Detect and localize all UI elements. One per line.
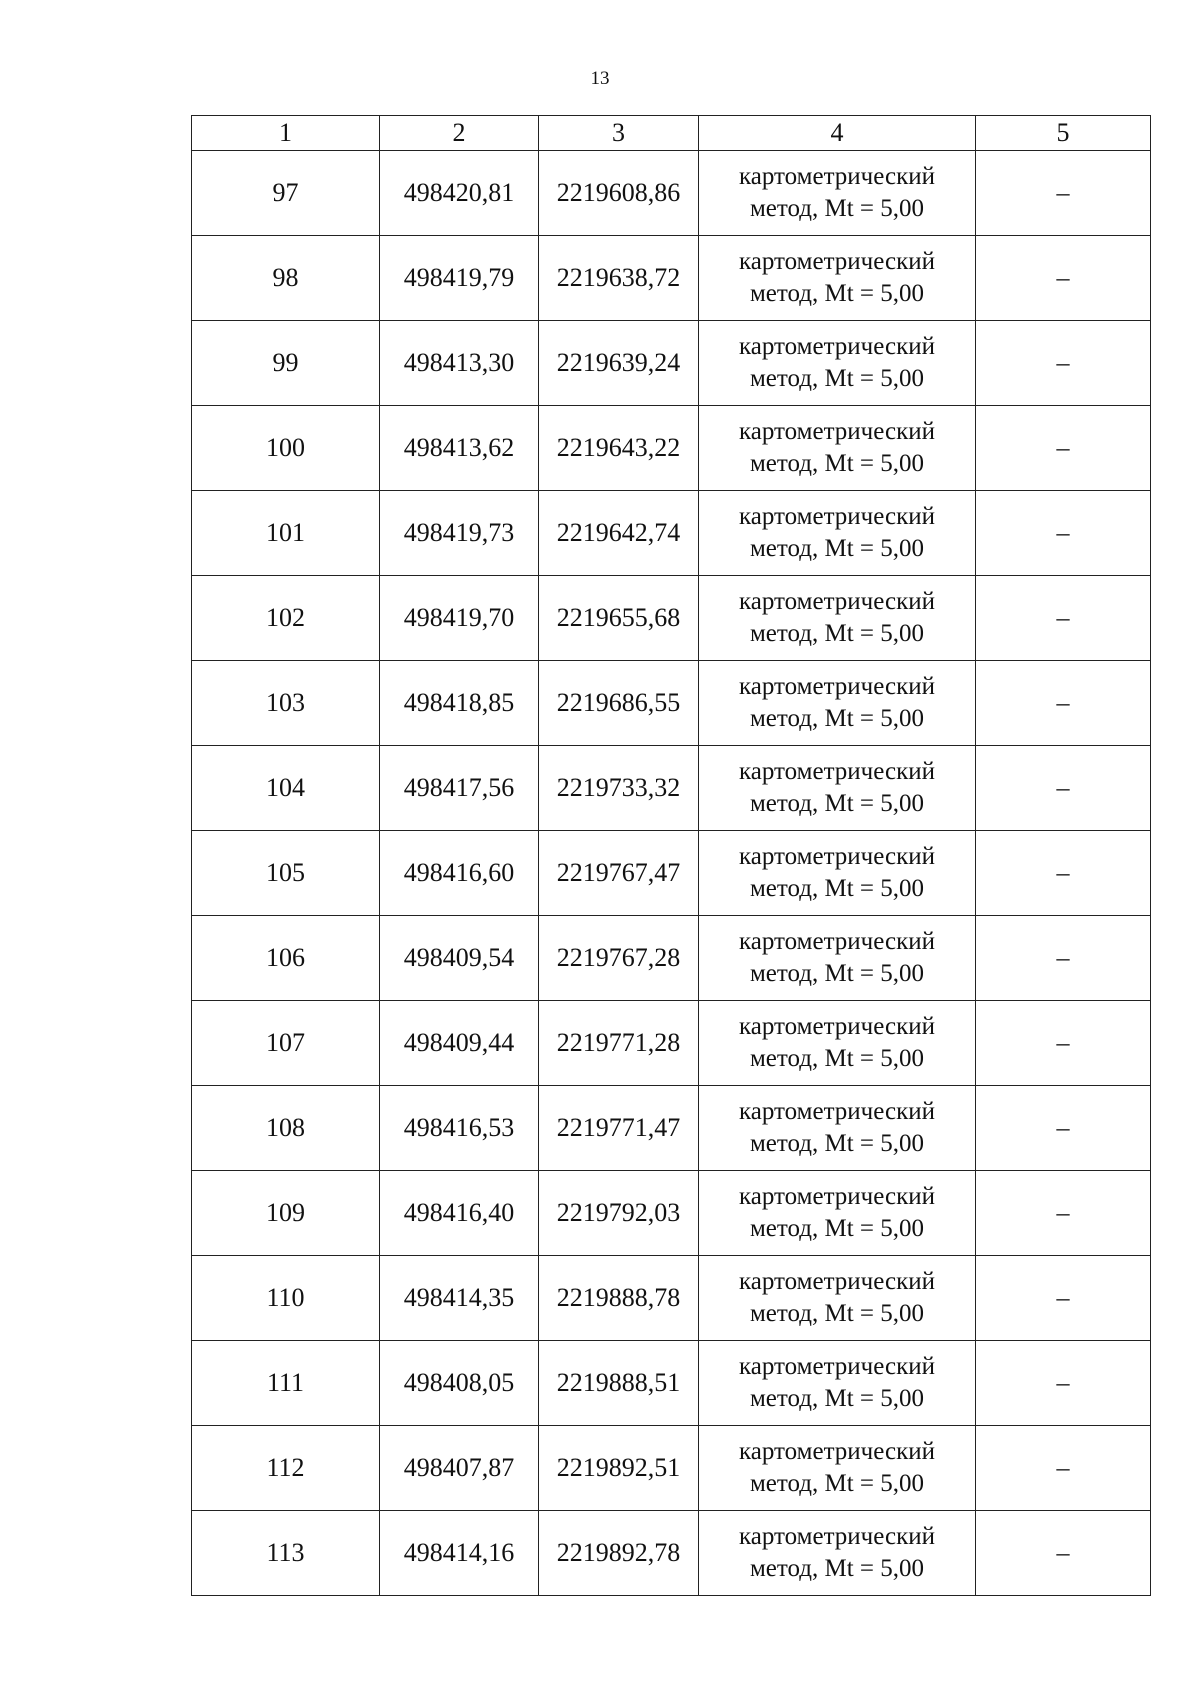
table-row [192,406,1151,491]
method-line-1: картометрический [739,588,935,615]
table-row [192,661,1151,746]
method-line-1: картометрический [739,1098,935,1125]
method-cell [699,1001,976,1086]
x-coordinate-cell: 498416,60 [380,831,539,916]
y-coordinate-cell: 2219792,03 [539,1171,699,1256]
method-cell [699,831,976,916]
x-coordinate-cell: 498409,44 [380,1001,539,1086]
method-line-1: картометрический [739,673,935,700]
table-row [192,1341,1151,1426]
note-cell: – [976,1086,1151,1171]
y-coordinate-cell: 2219638,72 [539,236,699,321]
point-number-cell: 112 [192,1426,380,1511]
method-line-2: метод, Mt = 5,00 [749,960,925,987]
point-number-cell: 105 [192,831,380,916]
point-number-cell: 101 [192,491,380,576]
table-row [192,746,1151,831]
point-number-cell: 98 [192,236,380,321]
x-coordinate-cell: 498419,79 [380,236,539,321]
point-number-cell: 106 [192,916,380,1001]
table-row [192,1086,1151,1171]
method-cell [699,151,976,236]
y-coordinate-cell: 2219888,78 [539,1256,699,1341]
y-coordinate-cell: 2219608,86 [539,151,699,236]
y-coordinate-cell: 2219686,55 [539,661,699,746]
method-line-2: метод, Mt = 5,00 [749,365,925,392]
method-line-2: метод, Mt = 5,00 [749,705,925,732]
method-cell [699,576,976,661]
y-coordinate-cell: 2219655,68 [539,576,699,661]
point-number-cell: 113 [192,1511,380,1596]
table-row [192,831,1151,916]
point-number-cell: 102 [192,576,380,661]
method-cell [699,1171,976,1256]
method-cell [699,491,976,576]
method-line-1: картометрический [739,1353,935,1380]
y-coordinate-cell: 2219643,22 [539,406,699,491]
method-line-2: метод, Mt = 5,00 [749,1300,925,1327]
method-line-2: метод, Mt = 5,00 [749,1045,925,1072]
method-line-2: метод, Mt = 5,00 [749,1385,925,1412]
x-coordinate-cell: 498408,05 [380,1341,539,1426]
x-coordinate-cell: 498420,81 [380,151,539,236]
note-cell: – [976,746,1151,831]
column-header-5: 5 [976,116,1151,151]
method-line-2: метод, Mt = 5,00 [749,1470,925,1497]
note-cell: – [976,236,1151,321]
point-number-cell: 103 [192,661,380,746]
method-line-1: картометрический [739,1523,935,1550]
method-line-2: метод, Mt = 5,00 [749,790,925,817]
method-line-1: картометрический [739,163,935,190]
note-cell: – [976,1171,1151,1256]
x-coordinate-cell: 498414,35 [380,1256,539,1341]
x-coordinate-cell: 498418,85 [380,661,539,746]
method-line-2: метод, Mt = 5,00 [749,1555,925,1582]
table-row [192,916,1151,1001]
x-coordinate-cell: 498416,53 [380,1086,539,1171]
table-row [192,321,1151,406]
y-coordinate-cell: 2219771,47 [539,1086,699,1171]
table-row [192,1171,1151,1256]
point-number-cell: 97 [192,151,380,236]
note-cell: – [976,1426,1151,1511]
method-cell [699,1511,976,1596]
method-cell [699,406,976,491]
note-cell: – [976,1256,1151,1341]
method-line-1: картометрический [739,843,935,870]
method-line-2: метод, Mt = 5,00 [749,620,925,647]
method-line-2: метод, Mt = 5,00 [749,450,925,477]
method-line-1: картометрический [739,1438,935,1465]
method-cell [699,1086,976,1171]
method-line-1: картометрический [739,418,935,445]
point-number-cell: 110 [192,1256,380,1341]
column-header-3: 3 [539,116,699,151]
table-header-row [192,116,1151,151]
coordinates-table [191,115,1151,1596]
table-row [192,236,1151,321]
table-body [192,151,1151,1596]
method-line-1: картометрический [739,1268,935,1295]
method-cell [699,321,976,406]
column-header-1: 1 [192,116,380,151]
x-coordinate-cell: 498414,16 [380,1511,539,1596]
y-coordinate-cell: 2219733,32 [539,746,699,831]
note-cell: – [976,1511,1151,1596]
y-coordinate-cell: 2219767,47 [539,831,699,916]
method-line-2: метод, Mt = 5,00 [749,535,925,562]
y-coordinate-cell: 2219639,24 [539,321,699,406]
table-row [192,1426,1151,1511]
point-number-cell: 108 [192,1086,380,1171]
method-line-1: картометрический [739,928,935,955]
method-line-1: картометрический [739,503,935,530]
method-cell [699,661,976,746]
y-coordinate-cell: 2219771,28 [539,1001,699,1086]
table-row [192,1256,1151,1341]
note-cell: – [976,1341,1151,1426]
x-coordinate-cell: 498419,73 [380,491,539,576]
y-coordinate-cell: 2219767,28 [539,916,699,1001]
method-cell [699,1426,976,1511]
note-cell: – [976,1001,1151,1086]
table-row [192,1511,1151,1596]
x-coordinate-cell: 498413,62 [380,406,539,491]
method-cell [699,746,976,831]
column-header-2: 2 [380,116,539,151]
note-cell: – [976,916,1151,1001]
table-row [192,1001,1151,1086]
y-coordinate-cell: 2219892,51 [539,1426,699,1511]
method-line-2: метод, Mt = 5,00 [749,1130,925,1157]
table-row [192,576,1151,661]
y-coordinate-cell: 2219642,74 [539,491,699,576]
method-line-1: картометрический [739,1013,935,1040]
x-coordinate-cell: 498409,54 [380,916,539,1001]
table-row [192,151,1151,236]
y-coordinate-cell: 2219892,78 [539,1511,699,1596]
point-number-cell: 104 [192,746,380,831]
method-line-2: метод, Mt = 5,00 [749,1215,925,1242]
column-header-4: 4 [699,116,976,151]
y-coordinate-cell: 2219888,51 [539,1341,699,1426]
table-row [192,491,1151,576]
x-coordinate-cell: 498417,56 [380,746,539,831]
method-line-2: метод, Mt = 5,00 [749,875,925,902]
note-cell: – [976,831,1151,916]
point-number-cell: 107 [192,1001,380,1086]
note-cell: – [976,321,1151,406]
note-cell: – [976,406,1151,491]
point-number-cell: 100 [192,406,380,491]
page-number: 13 [590,68,610,89]
method-cell [699,1256,976,1341]
method-line-2: метод, Mt = 5,00 [749,195,925,222]
x-coordinate-cell: 498419,70 [380,576,539,661]
note-cell: – [976,151,1151,236]
x-coordinate-cell: 498413,30 [380,321,539,406]
method-line-2: метод, Mt = 5,00 [749,280,925,307]
x-coordinate-cell: 498416,40 [380,1171,539,1256]
point-number-cell: 99 [192,321,380,406]
method-line-1: картометрический [739,758,935,785]
x-coordinate-cell: 498407,87 [380,1426,539,1511]
method-cell [699,1341,976,1426]
method-line-1: картометрический [739,333,935,360]
note-cell: – [976,491,1151,576]
method-line-1: картометрический [739,1183,935,1210]
point-number-cell: 109 [192,1171,380,1256]
method-cell [699,916,976,1001]
method-line-1: картометрический [739,248,935,275]
note-cell: – [976,576,1151,661]
note-cell: – [976,661,1151,746]
method-cell [699,236,976,321]
point-number-cell: 111 [192,1341,380,1426]
